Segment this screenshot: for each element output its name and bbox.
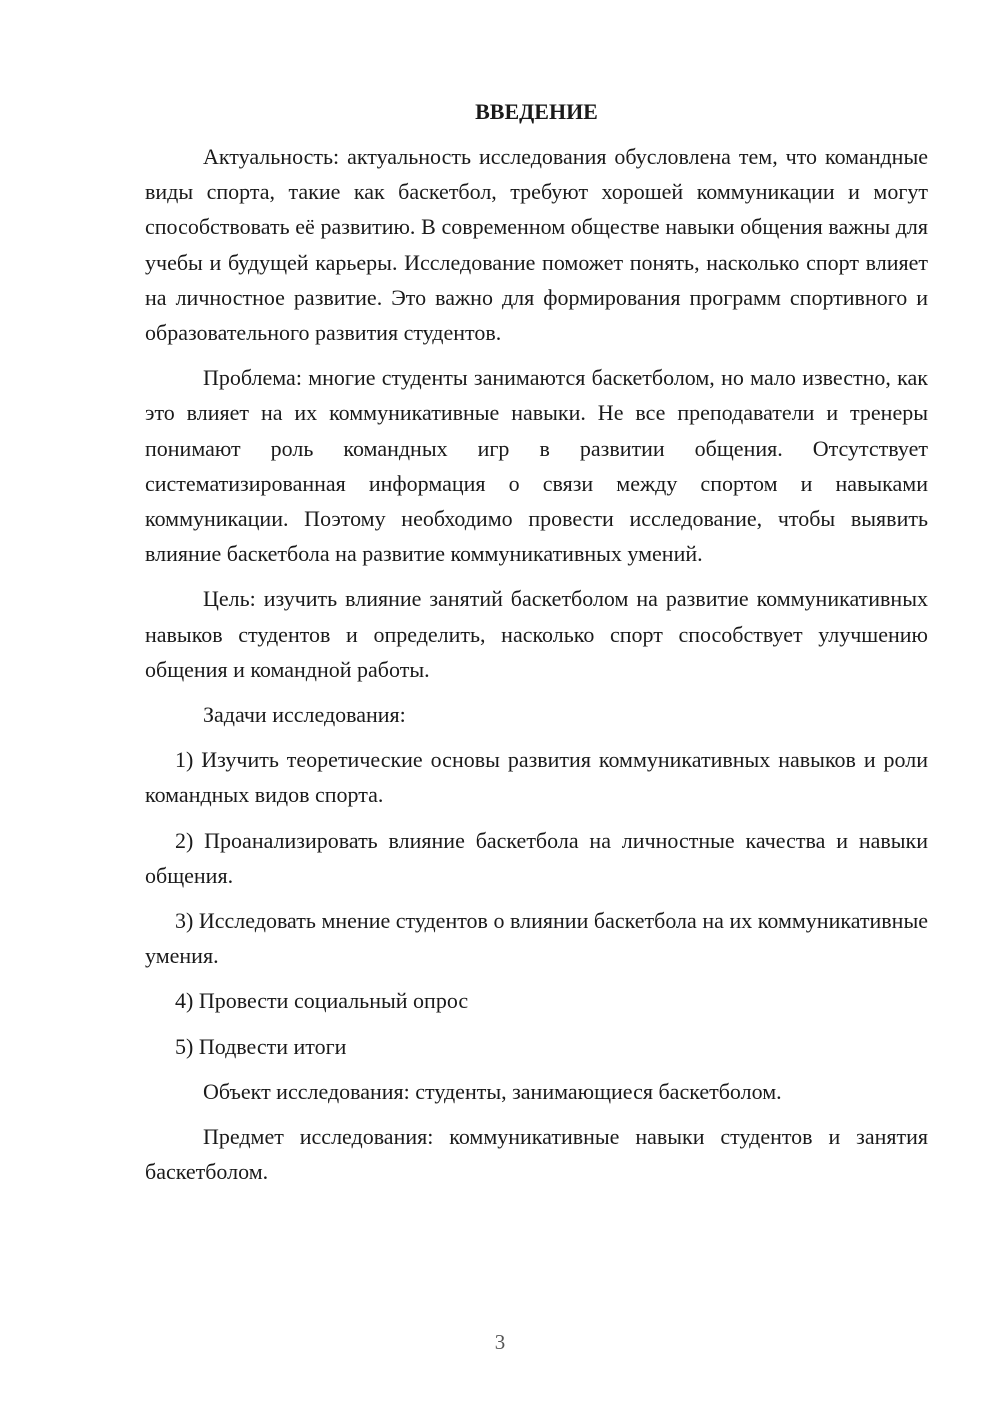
paragraph-goal: Цель: изучить влияние занятий баскетболом на развитие коммуникативных навыков студентов и определить, насколько спорт способствует улучшению общения и командной работы. [145, 586, 928, 682]
tasks-heading: Задачи исследования: [203, 702, 406, 728]
paragraph-subject: Предмет исследования: коммуникативные навыки студентов и занятия баскетболом. [145, 1124, 928, 1185]
section-title: ВВЕДЕНИЕ [475, 99, 598, 124]
task-item-3: 3) Исследовать мнение студентов о влиянии баскетбола на их коммуникативные умения. [145, 908, 928, 969]
task-item-1: 1) Изучить теоретические основы развития коммуникативных навыков и роли командных видов спорта. [145, 747, 928, 808]
page-number: 3 [494, 1330, 506, 1354]
paragraph-object: Объект исследования: студенты, занимающиеся баскетболом. [203, 1078, 782, 1104]
paragraph-problem: Проблема: многие студенты занимаются баскетболом, но мало известно, как это влияет на их коммуникативные навыки. Не все преподаватели и тренеры понимают роль командных игр в развитии общения. Отсутствует систематизированная информация о связи между спортом и навыками коммуникации. Поэтому необходимо провести исследование, чтобы выявить влияние баскетбола на развитие коммуникативных умений. [145, 365, 928, 567]
paragraph-relevance: Актуальность: актуальность исследования обусловлена тем, что командные виды спорта, такие как баскетбол, требуют хорошей коммуникации и могут способствовать её развитию. В современном обществе навыки общения важны для учебы и будущей карьеры. Исследование поможет понять, насколько спорт влияет на личностное развитие. Это важно для формирования программ спортивного и образовательного развития студентов. [145, 144, 928, 346]
task-item-2: 2) Проанализировать влияние баскетбола на личностные качества и навыки общения. [145, 827, 928, 888]
document-page [145, 94, 928, 1199]
task-item-4: 4) Провести социальный опрос [175, 988, 469, 1014]
task-item-5: 5) Подвести итоги [175, 1033, 347, 1059]
